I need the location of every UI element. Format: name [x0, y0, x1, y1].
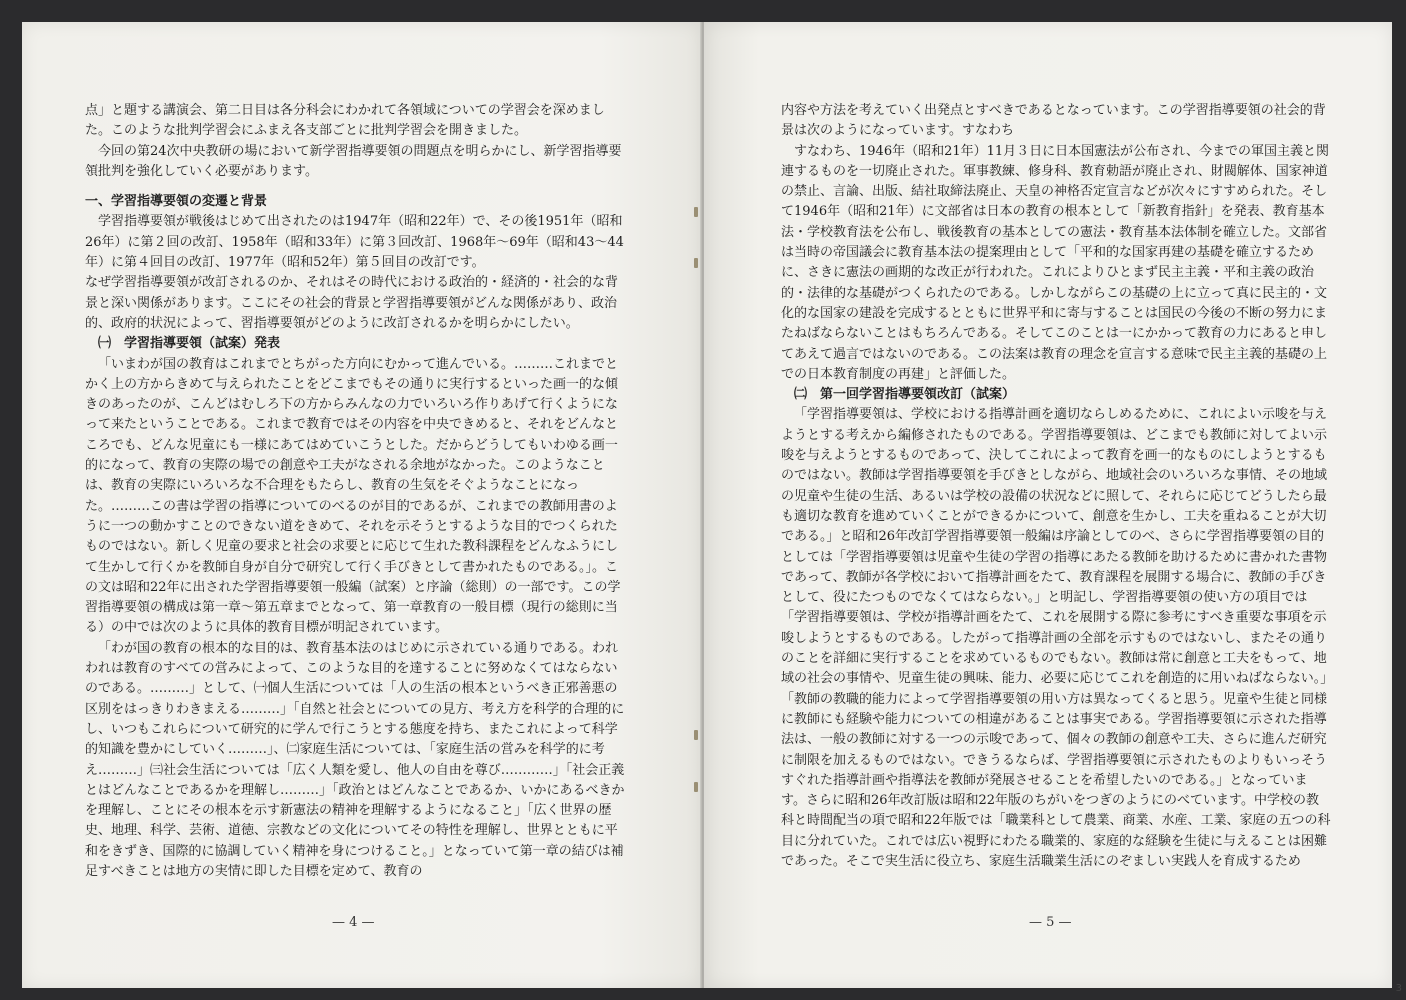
right-text-block — [781, 101, 1331, 872]
page-number: — 4 — — [332, 915, 375, 930]
subsection-heading: ㈠ 学習指導要領（試案）発表 — [98, 336, 281, 352]
corner-number: 3 — [1395, 983, 1402, 994]
binding-stitch — [694, 730, 698, 740]
body-paragraph-2: すなわち、1946年（昭和21年）11月３日に日本国憲法が公布され、今までの軍国主義と関連するものを一切廃止された。軍事教練、修身科、教育勅語が廃止され、財閥解体、国家神道の禁止、言論、出版、結社取締法廃止、天皇の神格否定宣言などが次々にすすめられた。そして1946年（昭和21年）に文部省は日本の教育の根本として「新教育指針」を発表、教育基本法・学校教育法を公布し、戦後教育の基本としての憲法・教育基本法体制を確立した。文部省は当時の帝国議会に教育基本法の提案理由として「平和的な国家再建の基礎を確立するために、さきに憲法の画期的な改正が行われた。これによりひとまず民主主義・平和主義の政治的・法律的な基礎がつくられたのである。しかしながらこの基礎の上に立って真に民主的・文化的な国家の建設を完成するとともに世界平和に寄与することは国民の今後の不断の努力にまたねばならないことはもちろんである。そしてこのことは一にかかって教育の力にあると申してあえて過言ではないのである。この法案は教育の理念を宣言する意味で民主主義的基礎の上での日本教育制度の再建」と評価した。 — [781, 143, 1329, 382]
subsection-paragraph-1: 「いまわが国の教育はこれまでとちがった方向にむかって進んでいる。………これまでとかく上の方からきめて与えられたことをどこまでもその通りに実行するといった画一的な傾きのあったのが、こんどはむしろ下の方からみんなの力でいろいろ作りあげて行くようになって来たということである。これまで教育ではその内容を中央できめると、それをどんなところでも、どんな児童にも一様にあてはめていこうとした。だからどうしてもいわゆる画一的になって、教育の実際の場での創意や工夫がなされる余地がなかった。このようなことは、教育の実際にいろいろな不合理をもたらし、教育の生気をそぐようなことになった。………この書は学習の指導についてのべるのが目的であるが、これまでの教師用書のように一つの動かすことのできない道をきめて、それを示そうとするような目的でつくられたものではない。新しく児童の要求と社会の求要とに応じて生れた教科課程をどんなふうにして生かして行くかを教師自身が自分で研究して行く手びきとして書かれたものである。」。この文は昭和22年に出された学習指導要領一般編（試案）と序論（総則）の一部です。この学習指導要領の構成は第一章〜第五章までとなって、第一章教育の一般目標（現行の総則に当る）の中では次のように具体的教育目標が明記されています。 — [85, 356, 621, 636]
spacer — [85, 182, 627, 192]
subsection-paragraph: 「学習指導要領は、学校における指導計画を適切ならしめるために、これによい示唆を与えようとする考えから編修されたものである。学習指導要領は、どこまでも教師に対してよい示唆を与えようとするものであって、決してこれによって教育を画一的なものにしようとするものではない。教師は学習指導要領を手びきとしながら、地域社会のいろいろな事情、その地域の児童や生徒の生活、あるいは学校の設備の状況などに照して、それらに応じてどうしたら最も適切な教育を進めていくことができるかについて、創意を生かし、工夫を重ねることが大切である。」と昭和26年改訂学習指導要領一般編は序論としてのべ、さらに学習指導要領の目的としては「学習指導要領は児童や生徒の学習の指導にあたる教師を助けるために書かれた書物であって、教師が各学校において指導計画をたて、教育課程を展開する場合に、教師の手びきとして、役にたつものでなくてはならない。」と明記し、学習指導要領の使い方の項目では「学習指導要領は、学校が指導計画をたて、これを展開する際に参考にすべき重要な事項を示唆しようとするものである。したがって指導計画の全部を示すものではないし、またその通りのことを詳細に実行することを求めているものでもない。教師は常に創意と工夫をもって、地域の社会の事情や、児童生徒の興味、能力、必要に応じてこれを創造的に用いねばならない。」「教師の教職的能力によって学習指導要領の用い方は異なってくると思う。児童や生徒と同様に教師にも経験や能力についての相違があることは事実である。学習指導要領に示された指導法は、一般の教師に対する一つの示唆であって、個々の教師の創意や工夫、さらに進んだ研究に制限を加えるものではない。できうるならば、学習指導要領に示されたものよりもいっそうすぐれた指導計画や指導法を教師が発展させることを希望したいのである。」となっています。さらに昭和26年改訂版は昭和22年版のちがいをつぎのようにのべています。中学校の教科と時間配当の項で昭和22年版では「職業科として農業、商業、水産、工業、家庭の五つの科目に分れていた。これでは広い視野にわたる職業的、家庭的な経験を生徒に与えることは困難であった。そこで実生活に役立ち、家庭生活職業生活にのぞましい実践人を育成するため — [781, 407, 1331, 869]
intro-paragraph-1: 点」と題する講演会、第二日目は各分科会にわかれて各領域についての学習会を深めました。このような批判学習会にふまえ各支部ごとに批判学習会を開きました。 — [85, 103, 605, 139]
subsection-heading: ㈡ 第一回学習指導要領改訂（試案） — [794, 387, 1016, 403]
left-page — [22, 22, 702, 988]
binding-stitch — [694, 258, 698, 268]
page-number: — 5 — — [1029, 915, 1072, 930]
intro-paragraph-2: 今回の第24次中央教研の場において新学習指導要領の問題点を明らかにし、新学習指導要領批判を強化していく必要があります。 — [85, 143, 622, 179]
left-text-block — [85, 101, 627, 882]
body-paragraph-1: 内容や方法を考えていく出発点とすべきであるとなっています。この学習指導要領の社会的背景は次のようになっています。すなわち — [781, 103, 1326, 139]
section-paragraph-2: なぜ学習指導要領が改訂されるのか、それはその時代における政治的・経済的・社会的な背景と深い関係があります。ここにその社会的背景と学習指導要領がどんな関係があり、政治的、政府的状況によって、習指導要領がどのように改訂されるかを明らかにしたい。 — [85, 275, 619, 331]
section-paragraph-1: 学習指導要領が戦後はじめて出されたのは1947年（昭和22年）で、その後1951年（昭和26年）に第２回の改訂、1958年（昭和33年）に第３回改訂、1968年〜69年（昭和43〜44年）に第４回目の改訂、1977年（昭和52年）第５回目の改訂です。 — [85, 214, 624, 271]
binding-stitch — [694, 782, 698, 792]
right-page — [704, 22, 1392, 988]
subsection-paragraph-2: 「わが国の教育の根本的な目的は、教育基本法のはじめに示されている通りである。われわれは教育のすべての営みによって、このような目的を達することに努めなくてはならないのである。………」として、㈠個人生活については「人の生活の根本というべき正邪善悪の区別をはっきりわきまえる………」「自然と社会とについての見方、考え方を科学的合理的にし、いつもこれらについて研究的に学んで行こうとする態度を持ち、またこれによって科学的知識を豊かにしていく………」、㈡家庭生活については、「家庭生活の営みを科学的に考え………」㈢社会生活については「広く人類を愛し、他人の自由を尊び…………」「社会正義とはどんなことであるかを理解し………」「政治とはどんなことであるか、いかにあるべきかを理解し、ことにその根本を示す新憲法の精神を理解するようになること」「広く世界の歴史、地理、科学、芸術、道徳、宗教などの文化についてその特性を理解し、世界とともに平和をきずき、国際的に協調していく精神を身につけること。」となっていて第一章の結びは補足すべきことは地方の実情に即した目標を定めて、教育の — [85, 640, 625, 879]
section-heading: 一、学習指導要領の変遷と背景 — [85, 194, 268, 210]
binding-stitch — [694, 207, 698, 217]
